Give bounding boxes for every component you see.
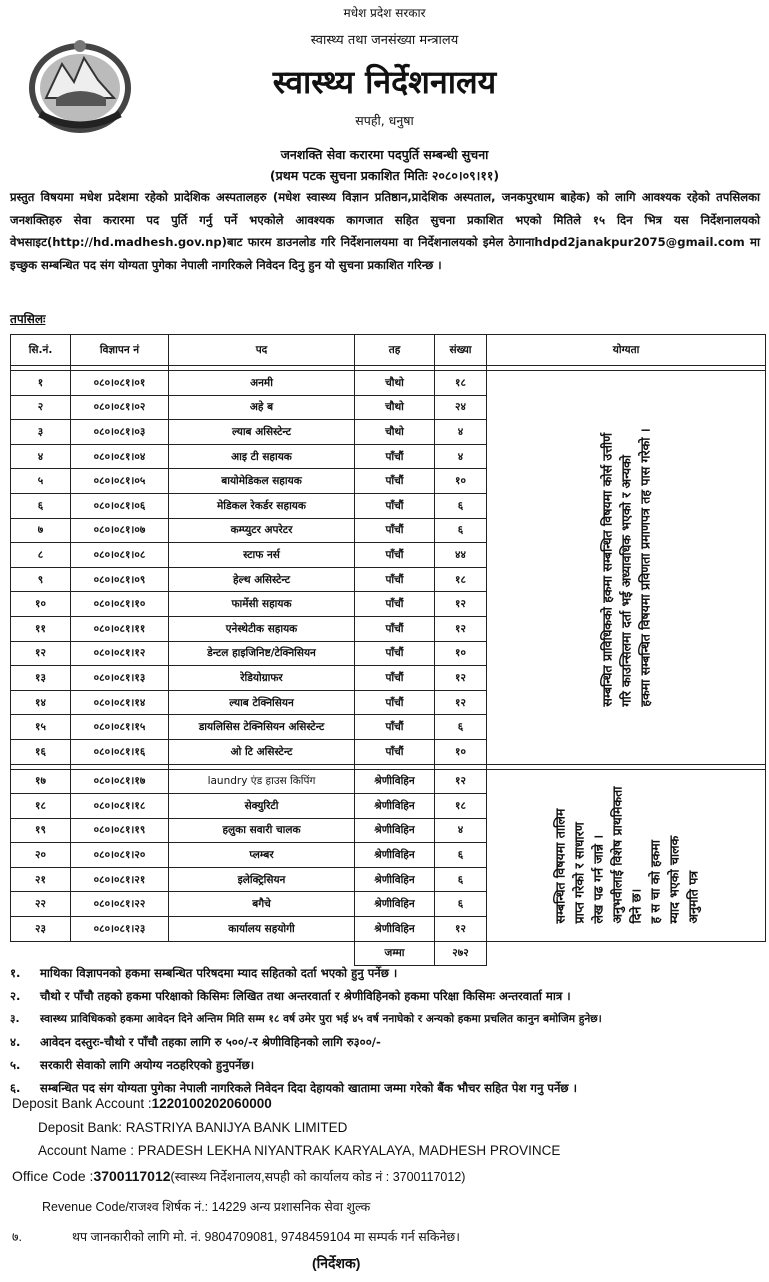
row-count: ६ — [435, 493, 487, 518]
row-level: श्रेणीविहिन — [355, 843, 435, 868]
row-ad-no: ०८०।०८१।०२ — [71, 395, 169, 420]
row-level: पाँचौं — [355, 641, 435, 666]
row-ad-no: ०८०।०८१।११ — [71, 616, 169, 641]
row-sn: १३ — [11, 666, 71, 691]
row-ad-no: ०८०।०८१।१३ — [71, 666, 169, 691]
row-post: कार्यालय सहयोगी — [169, 917, 355, 942]
row-level: चौथो — [355, 420, 435, 445]
qualification-technical — [487, 371, 766, 765]
qualification-line: गरि काउन्सिलमा दर्ता भई अध्यावधिक भएको र अन्यको — [618, 454, 634, 707]
header-qualification: योग्यता — [487, 335, 766, 366]
row-sn: १५ — [11, 715, 71, 740]
row-level: पाँचौं — [355, 715, 435, 740]
row-post: फार्मेसी सहायक — [169, 592, 355, 617]
row-sn: २० — [11, 843, 71, 868]
table-row — [11, 769, 766, 794]
row-count: १८ — [435, 794, 487, 819]
row-level: पाँचौं — [355, 493, 435, 518]
note-item: १. माथिका विज्ञापनको हकमा सम्बन्धित परिषदमा म्याद सहितको दर्ता भएको हुनु पर्नेछ । — [10, 966, 398, 980]
row-ad-no: ०८०।०८१।०५ — [71, 469, 169, 494]
note-item: ४. आवेदन दस्तुरः-चौथो र पाँचौ तहका लागि रु ५००/-र श्रेणीविहिनको लागि रु३००/- — [10, 1035, 381, 1049]
row-sn: ५ — [11, 469, 71, 494]
ministry-name: स्वास्थ्य तथा जनसंख्या मन्त्रालय — [310, 33, 459, 48]
row-count: १२ — [435, 769, 487, 794]
note-item: ५. सरकारी सेवाको लागि अयोग्य नठहरिएको हुनुपर्नेछ। — [10, 1058, 255, 1072]
qualification-line: सम्बन्धित प्राविधिकको हकमा सम्बन्धित विषयमा कोर्स उत्तीर्ण — [599, 432, 615, 707]
qualification-line: प्राप्त गरेको र साधारण — [571, 822, 587, 924]
row-count: ४ — [435, 420, 487, 445]
row-level: पाँचौं — [355, 739, 435, 764]
row-ad-no: ०८०।०८१।०३ — [71, 420, 169, 445]
row-level: पाँचौं — [355, 690, 435, 715]
row-count: २४ — [435, 395, 487, 420]
row-level: पाँचौं — [355, 616, 435, 641]
note-item: ३. स्वास्थ्य प्राविधिकको हकमा आवेदन दिने अन्तिम मिति सम्म १८ वर्ष उमेर पुरा भई ४५ वर्ष ननाघेको र अन्यको हकमा प्रचलित कानुन बमोजिम हुनेछ। — [10, 1013, 602, 1025]
qualification-line: अनुभवीलाई विशेष प्राथमिकता — [609, 786, 625, 924]
contact-line: ७. थप जानकारीको लागि मो. नं. 9804709081, 9748459104 मा सम्पर्क गर्न सकिनेछ। — [12, 1230, 460, 1244]
qualification-line: हकमा सम्बन्धित विषयमा प्रविणता प्रमाणपत्र तह पास गरेको । — [637, 428, 653, 707]
row-post: बगैचे — [169, 892, 355, 917]
row-level: श्रेणीविहिन — [355, 769, 435, 794]
row-count: ६ — [435, 867, 487, 892]
row-post: हेल्थ असिस्टेन्ट — [169, 567, 355, 592]
account-name: Account Name : PRADESH LEKHA NIYANTRAK KARYALAYA, MADHESH PROVINCE — [38, 1143, 561, 1158]
row-count: १८ — [435, 567, 487, 592]
row-sn: १४ — [11, 690, 71, 715]
row-sn: १९ — [11, 818, 71, 843]
row-count: ६ — [435, 518, 487, 543]
row-count: १२ — [435, 592, 487, 617]
total-label: जम्मा — [355, 941, 435, 966]
row-post: ल्याब असिस्टेन्ट — [169, 420, 355, 445]
header-count: संख्या — [435, 335, 487, 366]
office-title: स्वास्थ्य निर्देशनालय — [272, 63, 497, 101]
table-header-row — [11, 335, 766, 366]
row-level: पाँचौं — [355, 444, 435, 469]
row-count: ४ — [435, 444, 487, 469]
row-count: १२ — [435, 917, 487, 942]
row-post: ल्याब टेक्निसियन — [169, 690, 355, 715]
row-ad-no: ०८०।०८१।०६ — [71, 493, 169, 518]
row-level: श्रेणीविहिन — [355, 794, 435, 819]
row-post: रेडियोग्राफर — [169, 666, 355, 691]
row-count: १० — [435, 641, 487, 666]
intro-paragraph: प्रस्तुत विषयमा मधेश प्रदेशमा रहेको प्रादेशिक अस्पतालहरु (मधेश स्वास्थ्य विज्ञान प्रतिष्ठान,प्रादेशिक अस्पताल, जनकपुरधाम बाहेक) को लागि आवश्यक रहेको तपसिलका जनशक्तिहरु सेवा करारमा पद पुर्ति गर्नु पर्ने भएकोले आवश्यक कागजात सहित सुचना प्रकाशित भएको मितिले १५ दिन भित्र यस निर्देशनालयको वेभसाइट(http://hd.madhesh.gov.np)बाट फारम डाउनलोड गरि निर्देशनालयमा वा निर्देशनालयको इमेल ठेगानाhdpd2janakpur2075@gmail.com मा इच्छुक सम्बन्धित पद संग योग्यता पुगेका नेपाली नागरिकले निवेदन दिनु हुन यो सुचना प्रकाशित गरिन्छ । — [10, 190, 760, 272]
tapsil-label: तपसिलः — [10, 312, 46, 326]
row-sn: १२ — [11, 641, 71, 666]
qualification-non-graded — [487, 769, 766, 941]
row-ad-no: ०८०।०८१।१५ — [71, 715, 169, 740]
row-count: ६ — [435, 843, 487, 868]
row-ad-no: ०८०।०८१।०१ — [71, 371, 169, 396]
row-post: स्टाफ नर्स — [169, 543, 355, 568]
row-sn: २३ — [11, 917, 71, 942]
row-level: पाँचौं — [355, 469, 435, 494]
row-level: श्रेणीविहिन — [355, 818, 435, 843]
row-sn: ४ — [11, 444, 71, 469]
row-ad-no: ०८०।०८१।२३ — [71, 917, 169, 942]
office-location: सपही, धनुषा — [355, 113, 414, 128]
row-count: १० — [435, 469, 487, 494]
row-post: ओ टि असिस्टेन्ट — [169, 739, 355, 764]
row-post: कम्प्युटर अपरेटर — [169, 518, 355, 543]
row-ad-no: ०८०।०८१।०९ — [71, 567, 169, 592]
row-sn: १ — [11, 371, 71, 396]
row-sn: १६ — [11, 739, 71, 764]
qualification-line: ह स चा को हकमा — [647, 840, 663, 924]
row-sn: २२ — [11, 892, 71, 917]
row-count: ४४ — [435, 543, 487, 568]
note-item: २. चौथो र पाँचौ तहको हकमा परिक्षाको किसिमः लिखित तथा अन्तरवार्ता र श्रेणीविहिनको हकमा परिक्षा किसिमः अन्तरवार्ता मात्र । — [10, 989, 571, 1003]
row-level: श्रेणीविहिन — [355, 867, 435, 892]
row-sn: २ — [11, 395, 71, 420]
row-ad-no: ०८०।०८१।०८ — [71, 543, 169, 568]
row-count: १० — [435, 739, 487, 764]
revenue-code: Revenue Code/राजश्व शिर्षक नं.: 14229 अन्य प्रशासनिक सेवा शुल्क — [42, 1200, 371, 1214]
deposit-account: Deposit Bank Account :1220100202060000 — [12, 1096, 272, 1111]
row-ad-no: ०८०।०८१।१२ — [71, 641, 169, 666]
qualification-line: अनुमति पत्र — [685, 870, 701, 924]
row-level: पाँचौं — [355, 567, 435, 592]
row-sn: ७ — [11, 518, 71, 543]
row-level: चौथो — [355, 371, 435, 396]
row-sn: ३ — [11, 420, 71, 445]
row-ad-no: ०८०।०८१।१४ — [71, 690, 169, 715]
row-ad-no: ०८०।०८१।२२ — [71, 892, 169, 917]
row-post: इलेक्ट्रिसियन — [169, 867, 355, 892]
row-level: पाँचौं — [355, 592, 435, 617]
row-post: laundry एंड हाउस किपिंग — [169, 769, 355, 794]
row-level: पाँचौं — [355, 543, 435, 568]
row-level: चौथो — [355, 395, 435, 420]
row-sn: १८ — [11, 794, 71, 819]
nepal-emblem-icon — [26, 36, 134, 136]
row-ad-no: ०८०।०८१।२० — [71, 843, 169, 868]
row-post: मेडिकल रेकर्डर सहायक — [169, 493, 355, 518]
row-count: ६ — [435, 715, 487, 740]
row-ad-no: ०८०।०८१।१७ — [71, 769, 169, 794]
vacancy-table — [10, 334, 766, 966]
row-sn: १७ — [11, 769, 71, 794]
deposit-bank: Deposit Bank: RASTRIYA BANIJYA BANK LIMITED — [38, 1120, 348, 1135]
row-level: पाँचौं — [355, 666, 435, 691]
row-sn: १० — [11, 592, 71, 617]
row-sn: ९ — [11, 567, 71, 592]
qualification-line: म्याद भएको चालक — [666, 835, 682, 924]
header-level: तह — [355, 335, 435, 366]
qualification-line: लेख पढ गर्न जान्ने । — [590, 834, 606, 924]
publish-date: (प्रथम पटक सुचना प्रकाशित मितिः २०८०।०९।११) — [269, 168, 500, 183]
notes-list — [10, 962, 760, 1100]
row-post: आइ टी सहायक — [169, 444, 355, 469]
row-ad-no: ०८०।०८१।०४ — [71, 444, 169, 469]
row-ad-no: ०८०।०८१।०७ — [71, 518, 169, 543]
row-post: बायोमेडिकल सहायक — [169, 469, 355, 494]
row-sn: २१ — [11, 867, 71, 892]
row-post: डायलिसिस टेक्निसियन असिस्टेन्ट — [169, 715, 355, 740]
row-count: १२ — [435, 616, 487, 641]
total-value: २७२ — [435, 941, 487, 966]
row-sn: ८ — [11, 543, 71, 568]
row-post: अहे ब — [169, 395, 355, 420]
qualification-line: दिने छ। — [628, 888, 644, 924]
row-post: हलुका सवारी चालक — [169, 818, 355, 843]
row-level: पाँचौं — [355, 518, 435, 543]
row-level: श्रेणीविहिन — [355, 892, 435, 917]
row-ad-no: ०८०।०८१।१० — [71, 592, 169, 617]
notice-title: जनशक्ति सेवा करारमा पदपुर्ति सम्बन्धी सुचना — [280, 147, 489, 162]
signature: (निर्देशक) — [312, 1255, 361, 1271]
table-row — [11, 371, 766, 396]
row-count: १८ — [435, 371, 487, 396]
row-post: प्लम्बर — [169, 843, 355, 868]
qualification-line: सम्बन्धित विषयमा तालिम — [552, 808, 568, 924]
row-count: १२ — [435, 666, 487, 691]
row-count: १२ — [435, 690, 487, 715]
row-post: डेन्टल हाइजिनिष्ट/टेक्निसियन — [169, 641, 355, 666]
row-count: ४ — [435, 818, 487, 843]
row-ad-no: ०८०।०८१।२१ — [71, 867, 169, 892]
row-ad-no: ०८०।०८१।१८ — [71, 794, 169, 819]
note-item: ६. सम्बन्धित पद संग योग्यता पुगेका नेपाली नागरिकले निवेदन दिदा देहायको खातामा जम्मा गरेको बैंक भौचर सहित पेश गनु पर्नेछ । — [10, 1081, 577, 1095]
header-ad-no: विज्ञापन नं — [71, 335, 169, 366]
row-post: एनेस्थेटीक सहायक — [169, 616, 355, 641]
row-sn: ११ — [11, 616, 71, 641]
row-ad-no: ०८०।०८१।१६ — [71, 739, 169, 764]
header-post: पद — [169, 335, 355, 366]
office-code: Office Code :3700117012(स्वास्थ्य निर्देशनालय,सपही को कार्यालय कोड नं : 3700117012) — [12, 1168, 466, 1184]
row-ad-no: ०८०।०८१।१९ — [71, 818, 169, 843]
row-post: अनमी — [169, 371, 355, 396]
row-count: ६ — [435, 892, 487, 917]
header-sn: सि.नं. — [11, 335, 71, 366]
row-post: सेक्युरिटी — [169, 794, 355, 819]
row-sn: ६ — [11, 493, 71, 518]
government-name: मधेश प्रदेश सरकार — [343, 6, 426, 20]
row-level: श्रेणीविहिन — [355, 917, 435, 942]
